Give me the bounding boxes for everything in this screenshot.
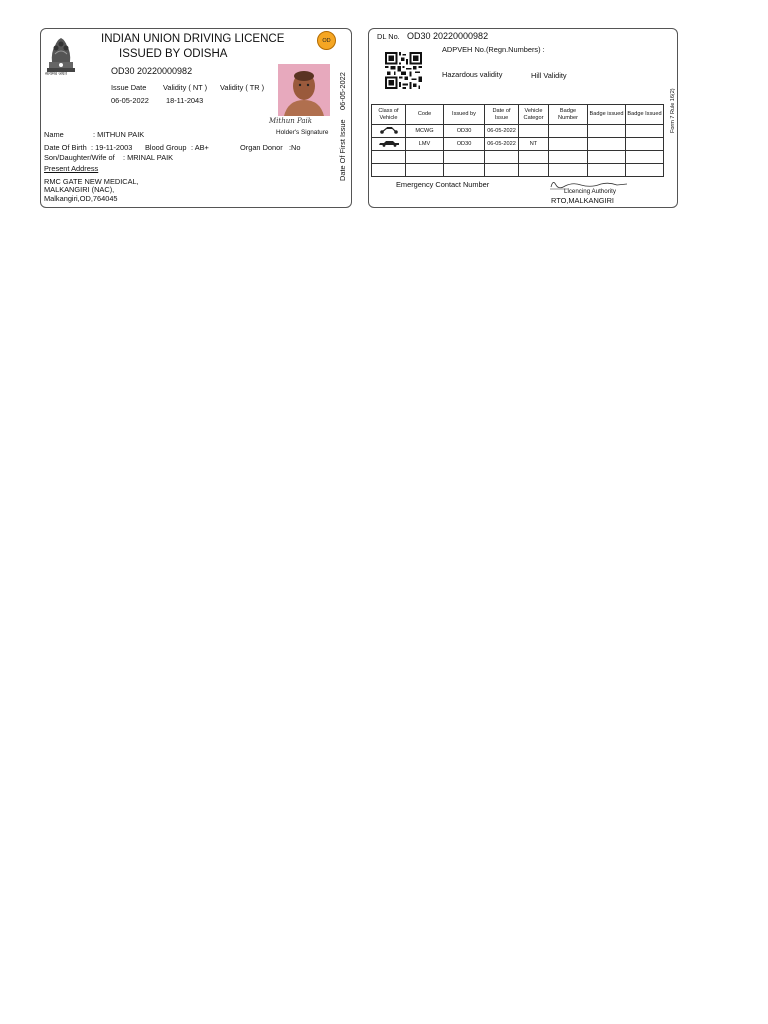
emblem-caption: सत्यमेव जयते xyxy=(45,71,67,76)
table-cell: OD30 xyxy=(444,125,485,138)
dl-number: OD30 20220000982 xyxy=(111,66,193,76)
table-cell xyxy=(626,151,664,164)
table-cell xyxy=(549,125,588,138)
validity-nt-label: Validity ( NT ) xyxy=(163,83,208,92)
table-header-cell: Badge Number xyxy=(549,105,588,125)
table-cell xyxy=(519,164,549,177)
car-icon xyxy=(372,138,406,151)
table-cell xyxy=(485,151,519,164)
dob-value: : 19-11-2003 xyxy=(91,143,133,152)
table-cell xyxy=(444,164,485,177)
table-cell xyxy=(519,125,549,138)
date-first-issue-label: Date Of First Issue xyxy=(338,119,347,181)
hill-validity-label: Hill Validity xyxy=(531,71,567,80)
state-badge: OD xyxy=(317,31,336,50)
table-cell: LMV xyxy=(406,138,444,151)
table-cell: OD30 xyxy=(444,138,485,151)
table-header-cell: Code xyxy=(406,105,444,125)
table-row xyxy=(372,138,664,151)
name-label: Name xyxy=(44,130,64,139)
table-cell xyxy=(588,138,626,151)
holder-signature-label: Holder's Signature xyxy=(276,129,329,136)
organ-donor-value: :No xyxy=(289,143,301,152)
present-address-label: Present Address xyxy=(44,164,99,173)
table-row xyxy=(372,164,664,177)
address-line-2: MALKANGIRI (NAC), xyxy=(44,185,115,194)
validity-tr-label: Validity ( TR ) xyxy=(220,83,265,92)
dob-label: Date Of Birth xyxy=(44,143,87,152)
blood-group-label: Blood Group xyxy=(145,143,187,152)
qr-code-icon xyxy=(385,52,422,89)
table-header-cell: Vehicle Categor xyxy=(519,105,549,125)
table-header-row xyxy=(372,105,664,125)
table-cell: 06-05-2022 xyxy=(485,125,519,138)
table-cell xyxy=(485,164,519,177)
table-header-cell: Badge issued xyxy=(588,105,626,125)
licensing-authority-label: Licencing Authority xyxy=(564,188,616,195)
table-cell xyxy=(406,164,444,177)
address-line-3: Malkangiri,OD,764045 xyxy=(44,194,118,203)
adpveh-label: ADPVEH No.(Regn.Numbers) : xyxy=(442,45,545,54)
table-header-cell: Issued by xyxy=(444,105,485,125)
table-row xyxy=(372,151,664,164)
table-cell: MCWG xyxy=(406,125,444,138)
table-cell xyxy=(626,138,664,151)
relation-value: : MRINAL PAIK xyxy=(123,153,174,162)
dl-no-value: OD30 20220000982 xyxy=(407,31,489,41)
issue-date-value: 06-05-2022 xyxy=(111,96,149,105)
table-cell: 06-05-2022 xyxy=(485,138,519,151)
table-header-cell: Class of Vehicle xyxy=(372,105,406,125)
vehicle-class-table xyxy=(371,104,664,177)
table-cell: NT xyxy=(519,138,549,151)
blood-group-value: : AB+ xyxy=(191,143,209,152)
table-cell xyxy=(519,151,549,164)
table-cell xyxy=(549,151,588,164)
table-cell xyxy=(549,164,588,177)
licence-back-card xyxy=(368,28,678,208)
address-line-1: RMC GATE NEW MEDICAL, xyxy=(44,177,139,186)
table-cell xyxy=(588,151,626,164)
issue-date-label: Issue Date xyxy=(111,83,147,92)
emergency-contact-label: Emergency Contact Number xyxy=(396,180,490,189)
holder-signature: Mithun Paik xyxy=(269,117,313,125)
relation-label: Son/Daughter/Wife of xyxy=(44,153,115,162)
holder-photo xyxy=(278,64,330,116)
table-cell xyxy=(406,151,444,164)
form-rule-label: Form 7 Rule 16(2) xyxy=(670,88,676,133)
table-header-cell: Badge Issued xyxy=(626,105,664,125)
licence-issuer: ISSUED BY ODISHA xyxy=(119,48,228,60)
table-cell xyxy=(626,164,664,177)
hazardous-validity-label: Hazardous validity xyxy=(442,70,503,79)
table-cell xyxy=(549,138,588,151)
table-cell xyxy=(588,125,626,138)
validity-nt-value: 18-11-2043 xyxy=(166,96,204,105)
licence-front-card xyxy=(40,28,352,208)
licence-title: INDIAN UNION DRIVING LICENCE xyxy=(101,33,285,45)
table-header-cell: Date of Issue xyxy=(485,105,519,125)
table-cell xyxy=(444,151,485,164)
table-cell xyxy=(626,125,664,138)
table-row xyxy=(372,125,664,138)
organ-donor-label: Organ Donor xyxy=(240,143,283,152)
table-cell xyxy=(372,151,406,164)
name-value: : MITHUN PAIK xyxy=(93,130,145,139)
motorcycle-icon xyxy=(372,125,406,138)
table-cell xyxy=(588,164,626,177)
dl-no-label: DL No. xyxy=(377,32,400,41)
date-first-issue-value: 06-05-2022 xyxy=(338,72,347,110)
table-cell xyxy=(372,164,406,177)
authority-office: RTO,MALKANGIRI xyxy=(551,196,614,205)
